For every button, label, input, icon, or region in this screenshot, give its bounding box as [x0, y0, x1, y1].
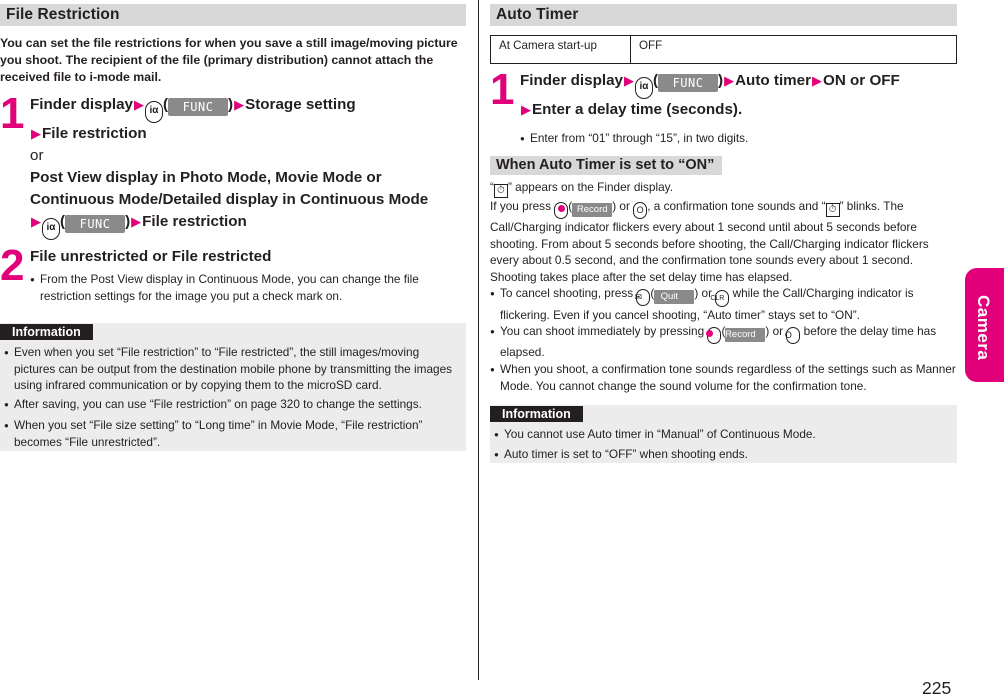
record-key-icon: Record	[725, 328, 765, 342]
information-label: Information	[490, 406, 583, 422]
confirmation-tone-note: ● When you shoot, a confirmation tone sounds regardless of the settings such as Manner Mode. You cannot change the sound volume for the confirmation tone.	[490, 361, 957, 395]
arrow-icon: ▶	[31, 126, 41, 141]
step-number: 1	[490, 65, 515, 114]
or-label: or	[30, 147, 44, 164]
enter-delay-label: Enter a delay time (seconds).	[532, 101, 743, 118]
info-item: ● Even when you set “File restriction” to “File restricted”, the still images/moving pictures can be output from the destination mobile phone by transmitting the images using infrared communication or by copying them to the microSD card.	[4, 344, 460, 394]
file-restriction-label: File restriction	[42, 125, 147, 142]
column-divider	[478, 0, 479, 680]
file-restriction-label-2: File restriction	[142, 213, 247, 230]
side-key-icon: O	[633, 202, 647, 219]
information-label: Information	[0, 324, 93, 340]
on-off-label: ON or OFF	[823, 72, 900, 89]
arrow-icon: ▶	[31, 214, 41, 229]
info-item: ● After saving, you can use “File restriction” on page 320 to change the settings.	[4, 396, 460, 413]
step-1-note: ● Enter from “01” through “15”, in two digits.	[520, 130, 957, 147]
step-2-note: ● From the Post View display in Continuous Mode, you can change the file restriction settings for the image you put a check mark on.	[30, 271, 466, 305]
appears-text: “ ⏱ ” appears on the Finder display.	[490, 180, 673, 197]
func-key-icon: FUNC	[658, 74, 718, 92]
arrow-icon: ▶	[234, 97, 245, 112]
arrow-icon: ▶	[812, 73, 823, 88]
func-key-icon: FUNC	[168, 98, 228, 116]
startup-setting-table	[490, 35, 957, 64]
post-view-line-a: Post View display in Photo Mode, Movie Mode or	[30, 169, 382, 186]
step-2-text: File unrestricted or File restricted	[30, 248, 272, 265]
i-key-icon: iα	[635, 77, 653, 99]
info-item: ● Auto timer is set to “OFF” when shooting ends.	[494, 446, 951, 463]
chapter-tab-label: Camera	[974, 295, 993, 361]
right-column	[490, 4, 957, 463]
arrow-icon: ▶	[131, 214, 142, 229]
post-view-line-b: Continuous Mode/Detailed display in Continuous Mode	[30, 191, 429, 208]
step-2	[0, 241, 466, 305]
subsection-title: When Auto Timer is set to “ON”	[490, 156, 722, 175]
step-1-auto-timer: 1 Finder display▶ iα ( FUNC )▶Auto timer▶ON or OFF ▶Enter a delay time (seconds). ● Enter from “01” through “15”, in two digits.	[490, 70, 957, 147]
info-item: ● When you set “File size setting” to “Long time” in Movie Mode, “File restriction” becomes “File unrestricted”.	[4, 417, 460, 451]
info-item: ● You cannot use Auto timer in “Manual” of Continuous Mode.	[494, 426, 951, 443]
chapter-tab-camera	[965, 268, 1004, 382]
storage-setting-label: Storage setting	[245, 96, 356, 113]
finder-display-label: Finder display	[520, 72, 623, 89]
func-key-icon: FUNC	[65, 215, 125, 233]
auto-timer-label: Auto timer	[735, 72, 812, 89]
side-key-icon: O	[786, 327, 800, 344]
center-key-icon	[707, 327, 721, 344]
cancel-note: ● To cancel shooting, press ✉ ( Quit ) or CLR while the Call/Charging indicator is flickering. Even if you cancel shooting, “Auto timer” stays set to “ON”.	[490, 285, 957, 323]
i-key-icon: iα	[145, 101, 163, 123]
center-key-icon	[554, 202, 568, 219]
intro-text: You can set the file restrictions for when you save a still image/moving picture you shoot. The recipient of the file (primary distribution) cannot attach the received file to i-mode mail.	[0, 36, 458, 84]
immediate-shoot-note: ● You can shoot immediately by pressing (Record ) or O before the delay time has elapsed.	[490, 323, 957, 360]
step-1: 1 Finder display▶ iα ( FUNC )▶Storage setting ▶File restriction or Post View display in Photo Mode, Movie Mode or Continuous Mode/Detailed display in Continuous Mode ▶ iα ( FUNC )▶File restriction	[0, 94, 466, 240]
step-number: 2	[0, 241, 25, 290]
arrow-icon: ▶	[623, 73, 634, 88]
auto-timer-description: If you press ( Record ) or O , a confirmation tone sounds and “ ⏱ ” blinks. The Call/Charging indicator flickers every about 1 second until about 5 seconds before shooting. From about 5 seconds before shooting, the Call/Charging indicator flickers every about 0.5 second, and the confirmation tone sounds every about 1 second. Shooting takes place after the set delay time has elapsed.	[490, 199, 929, 284]
self-timer-icon: ⏱	[494, 184, 508, 198]
information-box-left	[0, 323, 466, 451]
clr-key-icon: CLR	[715, 290, 729, 307]
left-column	[0, 4, 466, 451]
table-cell-value: OFF	[631, 36, 957, 64]
finder-display-label: Finder display	[30, 96, 133, 113]
arrow-icon: ▶	[521, 102, 531, 117]
self-timer-icon: ⏱	[826, 203, 840, 217]
record-key-icon: Record	[572, 203, 612, 217]
quit-key-icon: Quit	[654, 290, 694, 304]
arrow-icon: ▶	[133, 97, 144, 112]
page-number: 225	[922, 678, 952, 697]
step-number: 1	[0, 89, 25, 138]
i-key-icon: iα	[42, 218, 60, 240]
section-title-file-restriction: File Restriction	[0, 4, 466, 26]
table-row	[491, 36, 957, 64]
table-cell-label: At Camera start-up	[491, 36, 631, 64]
information-box-right	[490, 405, 957, 463]
section-title-auto-timer: Auto Timer	[490, 4, 957, 26]
mail-key-icon: ✉	[636, 289, 650, 306]
arrow-icon: ▶	[724, 73, 735, 88]
